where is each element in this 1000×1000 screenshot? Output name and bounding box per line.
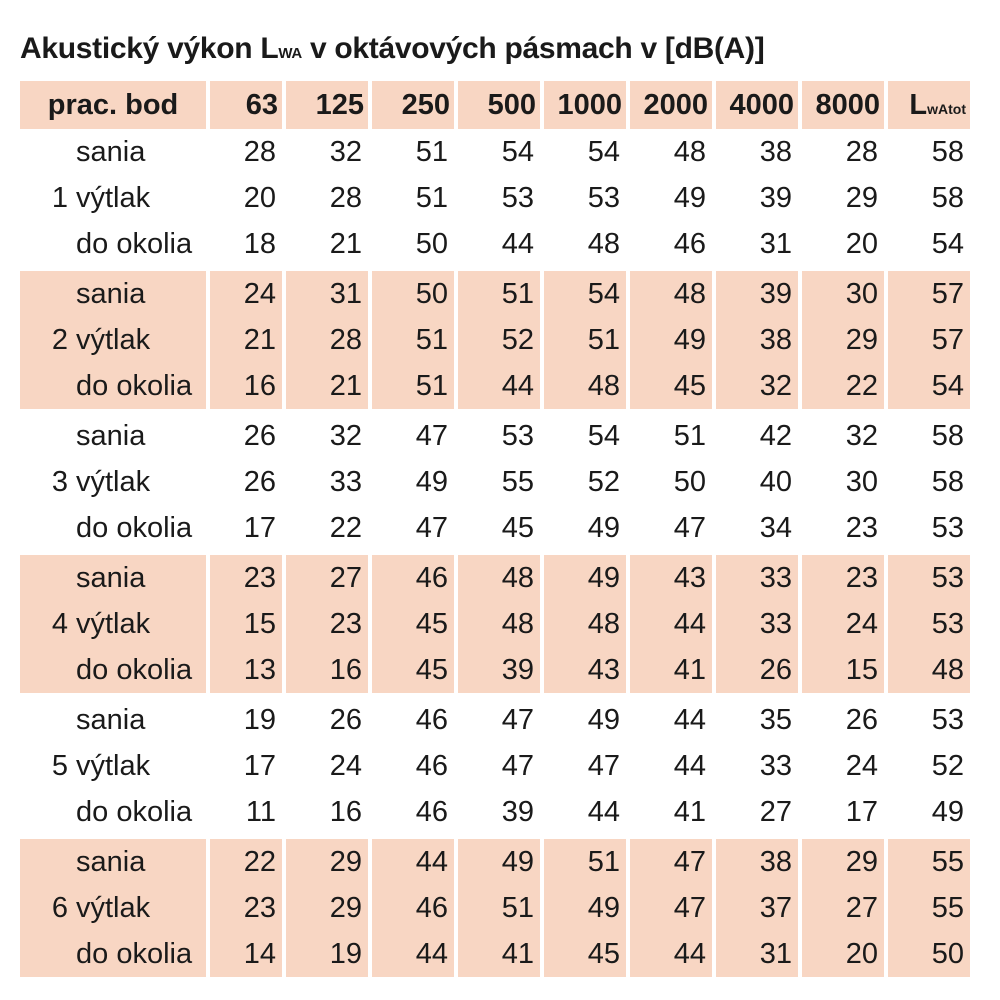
row-label: sania <box>76 835 206 885</box>
band-value: 37 <box>712 885 798 931</box>
band-value: 54 <box>540 129 626 175</box>
operating-point-group <box>20 409 970 551</box>
band-value: 23 <box>206 551 282 601</box>
row-label: výtlak <box>76 317 206 363</box>
band-value: 48 <box>626 267 712 317</box>
operating-point-number: 6 <box>20 885 76 931</box>
total-value: 58 <box>884 175 970 221</box>
table-row <box>20 551 970 601</box>
band-value: 44 <box>626 931 712 977</box>
band-value: 47 <box>626 505 712 551</box>
row-label: do okolia <box>76 647 206 693</box>
band-value: 26 <box>206 459 282 505</box>
row-label: sania <box>76 693 206 743</box>
band-value: 45 <box>540 931 626 977</box>
band-value: 23 <box>206 885 282 931</box>
band-value: 27 <box>712 789 798 835</box>
band-value: 32 <box>798 409 884 459</box>
table-row <box>20 885 970 931</box>
total-value: 52 <box>884 743 970 789</box>
header-freq: 125 <box>282 81 368 129</box>
table-row <box>20 835 970 885</box>
table-row <box>20 221 970 267</box>
band-value: 33 <box>712 743 798 789</box>
band-value: 49 <box>454 835 540 885</box>
table-row <box>20 459 970 505</box>
operating-point-number: 4 <box>20 601 76 647</box>
band-value: 42 <box>712 409 798 459</box>
row-label: do okolia <box>76 363 206 409</box>
band-value: 50 <box>368 221 454 267</box>
band-value: 41 <box>626 789 712 835</box>
band-value: 39 <box>712 175 798 221</box>
band-value: 22 <box>206 835 282 885</box>
band-value: 46 <box>368 693 454 743</box>
band-value: 38 <box>712 835 798 885</box>
operating-point-number <box>20 931 76 977</box>
header-total-sub: wAtot <box>927 100 967 117</box>
band-value: 17 <box>798 789 884 835</box>
total-value: 49 <box>884 789 970 835</box>
band-value: 26 <box>206 409 282 459</box>
row-label: do okolia <box>76 931 206 977</box>
band-value: 27 <box>282 551 368 601</box>
header-total-main: L <box>909 88 928 121</box>
band-value: 38 <box>712 317 798 363</box>
table-row <box>20 601 970 647</box>
band-value: 47 <box>454 743 540 789</box>
header-row <box>20 81 970 129</box>
row-label: výtlak <box>76 601 206 647</box>
operating-point-number <box>20 505 76 551</box>
title-subscript: WA <box>278 45 302 62</box>
title-text: Akustický výkon L <box>20 32 279 65</box>
band-value: 44 <box>368 931 454 977</box>
header-freq: 8000 <box>798 81 884 129</box>
band-value: 33 <box>712 551 798 601</box>
band-value: 44 <box>454 363 540 409</box>
band-value: 28 <box>282 175 368 221</box>
total-value: 58 <box>884 409 970 459</box>
band-value: 17 <box>206 505 282 551</box>
band-value: 27 <box>798 885 884 931</box>
band-value: 49 <box>368 459 454 505</box>
row-label: sania <box>76 409 206 459</box>
total-value: 53 <box>884 551 970 601</box>
band-value: 54 <box>454 129 540 175</box>
total-value: 57 <box>884 317 970 363</box>
band-value: 47 <box>368 409 454 459</box>
band-value: 24 <box>798 601 884 647</box>
band-value: 33 <box>712 601 798 647</box>
table-row <box>20 505 970 551</box>
header-total <box>884 81 970 129</box>
band-value: 52 <box>454 317 540 363</box>
header-freq: 500 <box>454 81 540 129</box>
row-label: do okolia <box>76 795 193 828</box>
band-value: 53 <box>540 175 626 221</box>
band-value: 51 <box>540 835 626 885</box>
table-row <box>20 693 970 743</box>
operating-point-group <box>20 267 970 409</box>
band-value: 47 <box>540 743 626 789</box>
row-label: výtlak <box>76 749 151 782</box>
band-value: 23 <box>282 601 368 647</box>
table-row <box>20 409 970 459</box>
band-value: 30 <box>798 267 884 317</box>
band-value: 51 <box>626 409 712 459</box>
band-value: 44 <box>626 693 712 743</box>
band-value: 23 <box>798 551 884 601</box>
band-value: 38 <box>712 129 798 175</box>
table-row <box>20 647 970 693</box>
band-value: 49 <box>540 885 626 931</box>
operating-point-number: 1 <box>51 181 68 214</box>
band-value: 22 <box>798 363 884 409</box>
row-label: výtlak <box>76 885 206 931</box>
row-label: sania <box>76 135 146 168</box>
band-value: 39 <box>454 789 540 835</box>
band-value: 30 <box>798 459 884 505</box>
band-value: 53 <box>454 409 540 459</box>
band-value: 46 <box>368 743 454 789</box>
band-value: 19 <box>282 931 368 977</box>
band-value: 48 <box>454 551 540 601</box>
total-value: 53 <box>884 601 970 647</box>
band-value: 28 <box>206 129 282 175</box>
operating-point-number: 2 <box>20 317 76 363</box>
header-freq: 250 <box>368 81 454 129</box>
header-freq: 1000 <box>540 81 626 129</box>
band-value: 29 <box>282 885 368 931</box>
table-row <box>20 175 970 221</box>
total-value: 53 <box>884 505 970 551</box>
band-value: 28 <box>798 129 884 175</box>
band-value: 46 <box>368 789 454 835</box>
band-value: 19 <box>206 693 282 743</box>
band-value: 31 <box>712 931 798 977</box>
band-value: 24 <box>206 267 282 317</box>
band-value: 39 <box>712 267 798 317</box>
band-value: 22 <box>282 505 368 551</box>
band-value: 35 <box>712 693 798 743</box>
title-text-rest: v oktávových pásmach v [dB(A)] <box>301 32 765 65</box>
band-value: 16 <box>282 789 368 835</box>
band-value: 47 <box>626 885 712 931</box>
band-value: 43 <box>626 551 712 601</box>
band-value: 54 <box>540 409 626 459</box>
header-freq: 63 <box>206 81 282 129</box>
band-value: 31 <box>712 221 798 267</box>
operating-point-number <box>20 835 76 885</box>
table-title <box>20 32 764 66</box>
band-value: 21 <box>206 317 282 363</box>
total-value: 54 <box>884 363 970 409</box>
band-value: 49 <box>626 317 712 363</box>
operating-point-group <box>20 693 970 835</box>
band-value: 34 <box>712 505 798 551</box>
band-value: 47 <box>454 693 540 743</box>
table-row <box>20 129 970 175</box>
operating-point-number <box>20 789 76 835</box>
band-value: 32 <box>712 363 798 409</box>
total-value: 48 <box>884 647 970 693</box>
operating-point-number <box>20 409 76 459</box>
operating-point-number <box>20 693 76 743</box>
band-value: 43 <box>540 647 626 693</box>
band-value: 47 <box>368 505 454 551</box>
band-value: 16 <box>206 363 282 409</box>
total-value: 55 <box>884 835 970 885</box>
band-value: 46 <box>368 551 454 601</box>
band-value: 14 <box>206 931 282 977</box>
operating-point-number <box>20 267 76 317</box>
header-freq: 2000 <box>626 81 712 129</box>
table-row <box>20 267 970 317</box>
band-value: 28 <box>282 317 368 363</box>
band-value: 48 <box>540 363 626 409</box>
band-value: 41 <box>626 647 712 693</box>
band-value: 20 <box>798 221 884 267</box>
band-value: 18 <box>206 221 282 267</box>
band-value: 50 <box>626 459 712 505</box>
band-value: 29 <box>798 835 884 885</box>
operating-point-number: 3 <box>51 465 68 498</box>
operating-point-group <box>20 835 970 977</box>
band-value: 45 <box>454 505 540 551</box>
total-value: 50 <box>884 931 970 977</box>
table-row <box>20 931 970 977</box>
operating-point-number: 5 <box>51 749 68 782</box>
band-value: 45 <box>626 363 712 409</box>
band-value: 51 <box>368 129 454 175</box>
sound-power-table <box>20 81 970 977</box>
band-value: 26 <box>282 693 368 743</box>
band-value: 44 <box>540 789 626 835</box>
table-row <box>20 317 970 363</box>
operating-point-number <box>20 363 76 409</box>
band-value: 24 <box>798 743 884 789</box>
band-value: 15 <box>798 647 884 693</box>
total-value: 57 <box>884 267 970 317</box>
band-value: 44 <box>368 835 454 885</box>
total-value: 53 <box>884 693 970 743</box>
band-value: 49 <box>540 505 626 551</box>
band-value: 47 <box>626 835 712 885</box>
band-value: 55 <box>454 459 540 505</box>
band-value: 17 <box>206 743 282 789</box>
band-value: 29 <box>798 175 884 221</box>
operating-point-number <box>20 221 76 267</box>
band-value: 32 <box>282 129 368 175</box>
band-value: 54 <box>540 267 626 317</box>
band-value: 45 <box>368 647 454 693</box>
band-value: 44 <box>626 601 712 647</box>
table-row <box>20 743 970 789</box>
band-value: 51 <box>454 267 540 317</box>
row-label: sania <box>76 551 206 601</box>
band-value: 48 <box>454 601 540 647</box>
band-value: 15 <box>206 601 282 647</box>
operating-point-number <box>20 551 76 601</box>
band-value: 13 <box>206 647 282 693</box>
band-value: 33 <box>282 459 368 505</box>
band-value: 44 <box>626 743 712 789</box>
operating-point-number <box>20 647 76 693</box>
band-value: 52 <box>540 459 626 505</box>
band-value: 40 <box>712 459 798 505</box>
band-value: 51 <box>368 317 454 363</box>
band-value: 45 <box>368 601 454 647</box>
band-value: 11 <box>206 789 282 835</box>
total-value: 54 <box>884 221 970 267</box>
band-value: 46 <box>626 221 712 267</box>
band-value: 41 <box>454 931 540 977</box>
band-value: 49 <box>540 551 626 601</box>
band-value: 50 <box>368 267 454 317</box>
band-value: 48 <box>540 221 626 267</box>
band-value: 31 <box>282 267 368 317</box>
band-value: 21 <box>282 221 368 267</box>
band-value: 32 <box>282 409 368 459</box>
total-value: 55 <box>884 885 970 931</box>
operating-point-group <box>20 129 970 267</box>
table-row <box>20 363 970 409</box>
row-label: do okolia <box>76 227 193 260</box>
band-value: 26 <box>798 693 884 743</box>
operating-point-number <box>20 129 76 175</box>
band-value: 20 <box>206 175 282 221</box>
band-value: 48 <box>540 601 626 647</box>
row-label: výtlak <box>76 181 151 214</box>
row-label: sania <box>76 267 206 317</box>
header-freq: 4000 <box>712 81 798 129</box>
total-value: 58 <box>884 129 970 175</box>
band-value: 51 <box>540 317 626 363</box>
band-value: 51 <box>454 885 540 931</box>
total-value: 58 <box>884 459 970 505</box>
band-value: 16 <box>282 647 368 693</box>
band-value: 53 <box>454 175 540 221</box>
operating-point-group <box>20 551 970 693</box>
band-value: 48 <box>626 129 712 175</box>
band-value: 24 <box>282 743 368 789</box>
band-value: 20 <box>798 931 884 977</box>
row-label: výtlak <box>76 465 151 498</box>
band-value: 39 <box>454 647 540 693</box>
row-label: do okolia <box>76 511 193 544</box>
band-value: 51 <box>368 175 454 221</box>
header-label: prac. bod <box>20 81 206 129</box>
band-value: 21 <box>282 363 368 409</box>
table-row <box>20 789 970 835</box>
band-value: 46 <box>368 885 454 931</box>
band-value: 44 <box>454 221 540 267</box>
band-value: 23 <box>798 505 884 551</box>
band-value: 29 <box>282 835 368 885</box>
band-value: 26 <box>712 647 798 693</box>
band-value: 51 <box>368 363 454 409</box>
band-value: 49 <box>540 693 626 743</box>
band-value: 29 <box>798 317 884 363</box>
band-value: 49 <box>626 175 712 221</box>
